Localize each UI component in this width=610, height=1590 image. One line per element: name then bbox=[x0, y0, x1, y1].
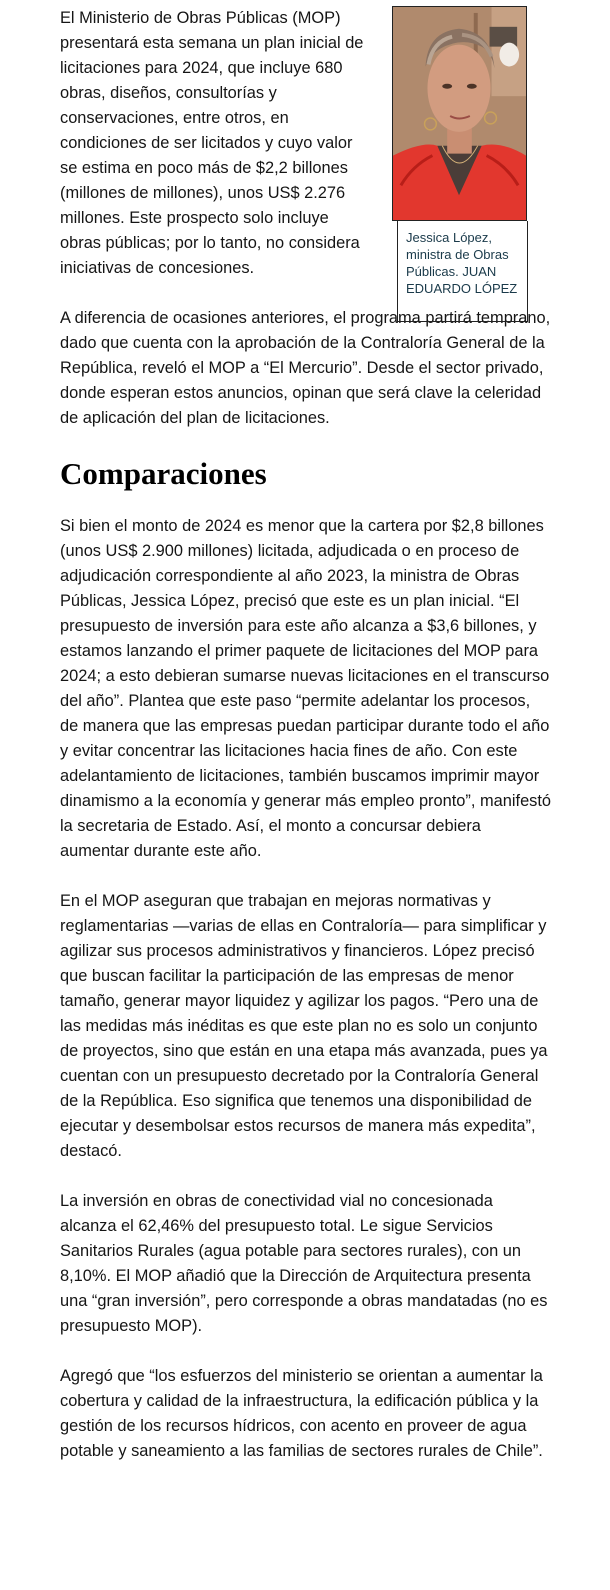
intro-paragraph: El Ministerio de Obras Públicas (MOP) presentará esta semana un plan inicial de licitaciones para 2024, que incluye 680 obras, diseños, consultorías y conservaciones, entre otros, en condiciones de ser licitados y cuyo valor se estima en poco más de $2,2 billones (millones de millones), unos US$ 2.276 millones. Este prospecto solo incluye obras públicas; por lo tanto, no considera iniciativas de concesiones. bbox=[60, 9, 364, 277]
article-figure bbox=[392, 6, 528, 322]
caption-text: Jessica López, ministra de Obras Públicas. JUAN EDUARDO LÓPEZ bbox=[406, 230, 518, 296]
section-heading: Comparaciones bbox=[60, 456, 267, 491]
paragraph-3: Si bien el monto de 2024 es menor que la cartera por $2,8 billones (unos US$ 2.900 millones) licitada, adjudicada o en proceso de adjudicación correspondiente al año 2023, la ministra de Obras Públicas, Jessica López, precisó que este es un plan inicial. “El presupuesto de inversión para este año alcanza a $3,6 billones, y estamos lanzando el primer paquete de licitaciones del MOP para 2024; a esto debieran sumarse nuevas licitaciones en el transcurso del año”. Plantea que este paso “permite adelantar los procesos, de manera que las empresas puedan participar durante todo el año y evitar concentrar las licitaciones hacia fines de año. Con este adelantamiento de licitaciones, también buscamos imprimir mayor dinamismo a la economía y generar más empleo pronto”, manifestó la secretaria de Estado. Así, el monto a concursar debiera aumentar durante este año. bbox=[60, 517, 552, 860]
paragraph-6: Agregó que “los esfuerzos del ministerio se orientan a aumentar la cobertura y calidad de la infraestructura, la edificación pública y la gestión de los recursos hídricos, con acento en proveer de agua potable y saneamiento a las familias de sectores rurales de Chile”. bbox=[60, 1367, 543, 1460]
article-body bbox=[60, 6, 552, 1489]
photo-caption bbox=[397, 221, 528, 322]
paragraph-4: En el MOP aseguran que trabajan en mejoras normativas y reglamentarias —varias de ellas en Contraloría— para simplificar y agilizar sus procesos administrativos y financieros. López precisó que buscan facilitar la participación de las empresas de menor tamaño, generar mayor liquidez y agilizar los pagos. “Pero una de las medidas más inéditas es que este plan no es solo un conjunto de proyectos, sino que están en una etapa más avanzada, pues ya cuentan con un presupuesto decretado por la Contraloría General de la República. Eso significa que tenemos una disponibilidad de ejecutar y desembolsar estos recursos de manera más expedita”, destacó. bbox=[60, 892, 548, 1160]
portrait-image bbox=[393, 7, 526, 220]
minister-photo bbox=[392, 6, 527, 221]
paragraph-2: A diferencia de ocasiones anteriores, el programa partirá temprano, dado que cuenta con la aprobación de la Contraloría General de la República, reveló el MOP a “El Mercurio”. Desde el sector privado, donde esperan estos anuncios, opinan que será clave la celeridad de aplicación del plan de licitaciones. bbox=[60, 309, 551, 427]
paragraph-5: La inversión en obras de conectividad vial no concesionada alcanza el 62,46% del presupuesto total. Le sigue Servicios Sanitarios Rurales (agua potable para sectores rurales), con un 8,10%. El MOP añadió que la Dirección de Arquitectura presenta una “gran inversión”, pero corresponde a obras mandatadas (no es presupuesto MOP). bbox=[60, 1192, 548, 1335]
